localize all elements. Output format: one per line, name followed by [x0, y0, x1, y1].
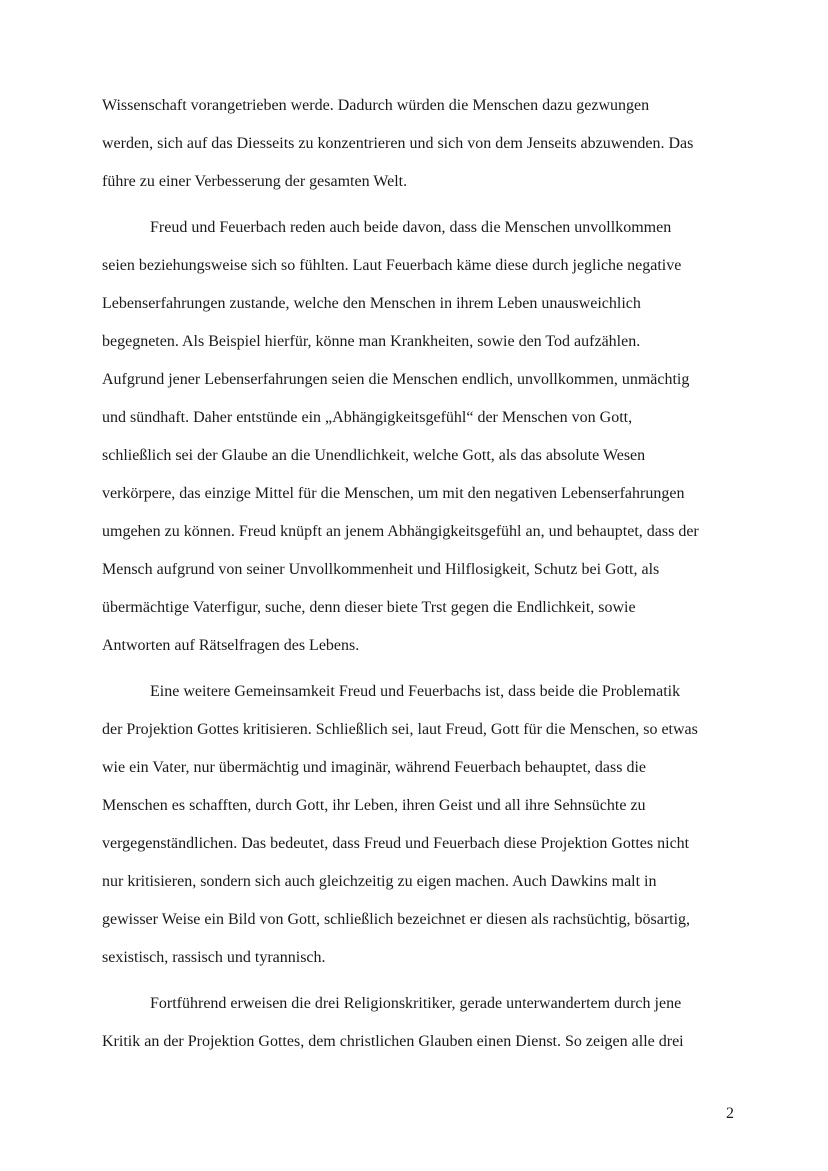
text-line-10: schließlich sei der Glaube an die Unendlichkeit, welche Gott, als das absolute Wesen — [102, 447, 646, 464]
text-line-7: begegneten. Als Beispiel hierfür, könne man Krankheiten, sowie den Tod aufzählen. — [102, 333, 641, 350]
text-line-8: Aufgrund jener Lebenserfahrungen seien die Menschen endlich, unvollkommen, unmächtig — [102, 371, 690, 388]
text-line-11: verkörpere, das einzige Mittel für die Menschen, um mit den negativen Lebenserfahrungen — [102, 485, 685, 502]
text-line-25: Kritik an der Projektion Gottes, dem christlichen Glauben einen Dienst. So zeigen alle drei — [102, 1033, 684, 1050]
text-line-20: vergegenständlichen. Das bedeutet, dass Freud und Feuerbach diese Projektion Gottes nicht — [102, 835, 690, 852]
text-line-21: nur kritisieren, sondern sich auch gleichzeitig zu eigen machen. Auch Dawkins malt in — [102, 873, 657, 890]
text-line-22: gewisser Weise ein Bild von Gott, schließlich bezeichnet er diesen als rachsüchtig, bösartig, — [102, 911, 691, 928]
text-line-23: sexistisch, rassisch und tyrannisch. — [102, 949, 326, 966]
text-line-4: Freud und Feuerbach reden auch beide davon, dass die Menschen unvollkommen — [150, 219, 672, 236]
text-line-1: Wissenschaft vorangetrieben werde. Dadurch würden die Menschen dazu gezwungen — [102, 97, 650, 114]
text-line-16: Eine weitere Gemeinsamkeit Freud und Feuerbachs ist, dass beide die Problematik — [150, 683, 681, 700]
text-line-3: führe zu einer Verbesserung der gesamten Welt. — [102, 173, 408, 190]
page-number: 2 — [726, 1105, 734, 1122]
text-line-2: werden, sich auf das Diesseits zu konzentrieren und sich von dem Jenseits abzuwenden. Das — [102, 135, 694, 152]
text-line-24: Fortführend erweisen die drei Religionskritiker, gerade unterwandertem durch jene — [150, 995, 682, 1012]
text-line-17: der Projektion Gottes kritisieren. Schließlich sei, laut Freud, Gott für die Menschen, so etwas — [102, 721, 698, 738]
text-line-6: Lebenserfahrungen zustande, welche den Menschen in ihrem Leben unausweichlich — [102, 295, 641, 312]
text-line-18: wie ein Vater, nur übermächtig und imaginär, während Feuerbach behauptet, dass die — [102, 759, 647, 776]
text-line-15: Antworten auf Rätselfragen des Lebens. — [102, 637, 360, 654]
text-line-14: übermächtige Vaterfigur, suche, denn dieser biete Trst gegen die Endlichkeit, sowie — [102, 599, 636, 616]
text-line-9: und sündhaft. Daher entstünde ein „Abhängigkeitsgefühl“ der Menschen von Gott, — [102, 409, 633, 426]
text-line-12: umgehen zu können. Freud knüpft an jenem Abhängigkeitsgefühl an, und behauptet, dass der — [102, 523, 699, 540]
text-line-5: seien beziehungsweise sich so fühlten. Laut Feuerbach käme diese durch jegliche negative — [102, 257, 682, 274]
text-line-13: Mensch aufgrund von seiner Unvollkommenheit und Hilflosigkeit, Schutz bei Gott, als — [102, 561, 660, 578]
text-line-19: Menschen es schafften, durch Gott, ihr Leben, ihren Geist und all ihre Sehnsüchte zu — [102, 797, 646, 814]
